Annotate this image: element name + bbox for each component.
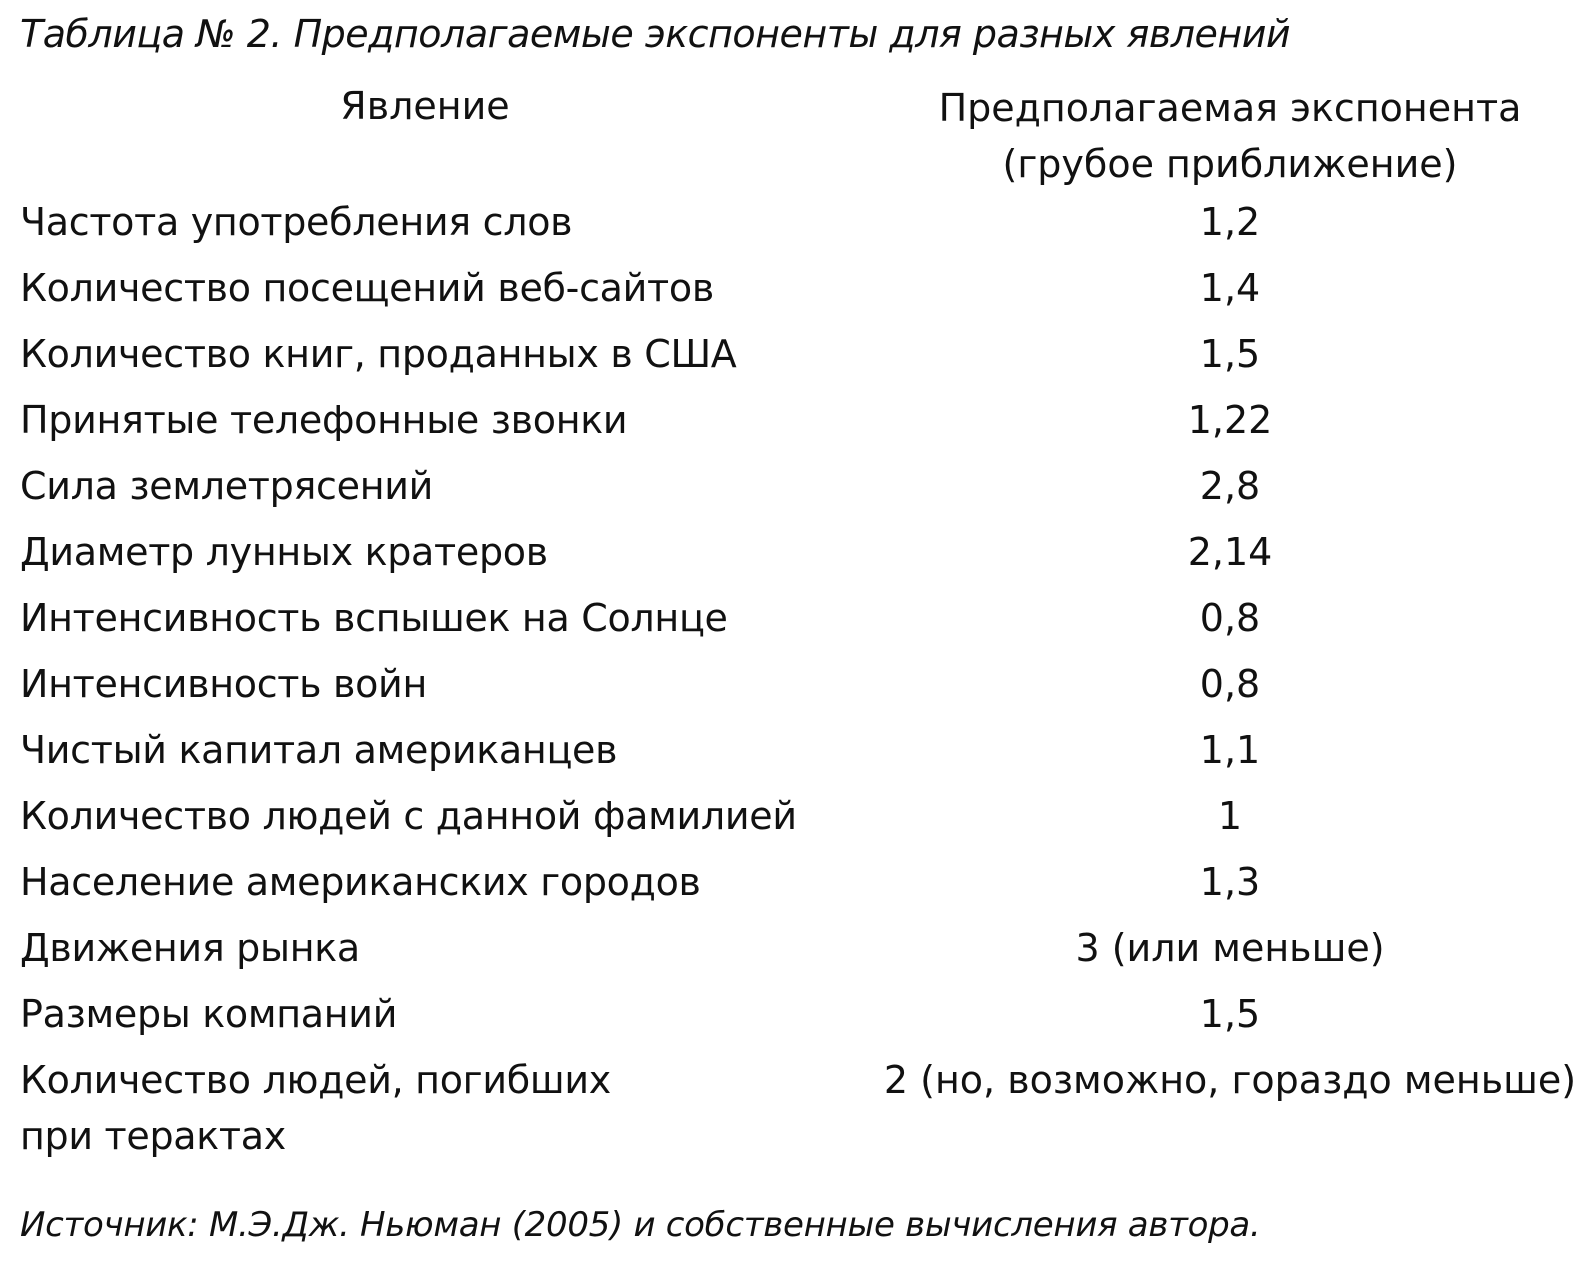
exponent-cell: 1,4 <box>1199 266 1261 310</box>
table-row <box>0 458 1596 524</box>
table-row <box>0 920 1596 986</box>
phenomenon-cell: Принятые телефонные звонки <box>20 398 628 442</box>
column-header-exponent-line1: Предполагаемая экспонента <box>938 86 1522 130</box>
table-row <box>0 326 1596 392</box>
table-row <box>0 392 1596 458</box>
phenomenon-cell: Количество людей с данной фамилией <box>20 794 797 838</box>
phenomenon-cell: Количество посещений веб-сайтов <box>20 266 714 310</box>
table-row <box>0 524 1596 590</box>
phenomenon-cell: Частота употребления слов <box>20 200 573 244</box>
phenomenon-cell: Интенсивность войн <box>20 662 427 706</box>
exponent-cell: 0,8 <box>1199 596 1261 640</box>
exponent-cell: 2 (но, возможно, гораздо меньше) <box>883 1058 1577 1102</box>
phenomenon-cell: Количество людей, погибших при терактах <box>20 1058 611 1158</box>
exponent-cell: 1,3 <box>1199 860 1261 904</box>
table-row <box>0 1052 1596 1162</box>
table-row <box>0 854 1596 920</box>
phenomenon-cell: Население американских городов <box>20 860 701 904</box>
column-header-exponent-line2: (грубое приближение) <box>1002 142 1458 186</box>
exponent-cell: 1,1 <box>1199 728 1261 772</box>
phenomenon-cell: Интенсивность вспышек на Солнце <box>20 596 728 640</box>
table-row <box>0 986 1596 1052</box>
exponent-cell: 0,8 <box>1199 662 1261 706</box>
table-caption: Таблица № 2. Предполагаемые экспоненты для разных явлений <box>20 12 1291 56</box>
column-header-phenomenon: Явление <box>340 84 510 128</box>
source-note: Источник: М.Э.Дж. Ньюман (2005) и собственные вычисления автора. <box>20 1205 1261 1245</box>
table-row <box>0 260 1596 326</box>
phenomenon-cell: Размеры компаний <box>20 992 398 1036</box>
exponent-cell: 1,5 <box>1199 992 1261 1036</box>
table-row <box>0 656 1596 722</box>
table-row <box>0 788 1596 854</box>
phenomenon-cell: Сила землетрясений <box>20 464 434 508</box>
exponent-cell: 1,2 <box>1199 200 1261 244</box>
exponent-cell: 1,22 <box>1187 398 1273 442</box>
table-row <box>0 722 1596 788</box>
table-body <box>0 194 1596 1162</box>
phenomenon-cell: Движения рынка <box>20 926 360 970</box>
exponent-cell: 1 <box>1217 794 1243 838</box>
exponent-cell: 3 (или меньше) <box>1075 926 1385 970</box>
table-row <box>0 590 1596 656</box>
exponent-cell: 1,5 <box>1199 332 1261 376</box>
phenomenon-cell: Диаметр лунных кратеров <box>20 530 548 574</box>
exponent-cell: 2,8 <box>1199 464 1261 508</box>
phenomenon-cell: Чистый капитал американцев <box>20 728 618 772</box>
phenomenon-cell: Количество книг, проданных в США <box>20 332 737 376</box>
column-header-exponent <box>930 80 1530 192</box>
exponent-cell: 2,14 <box>1187 530 1273 574</box>
table-row <box>0 194 1596 260</box>
